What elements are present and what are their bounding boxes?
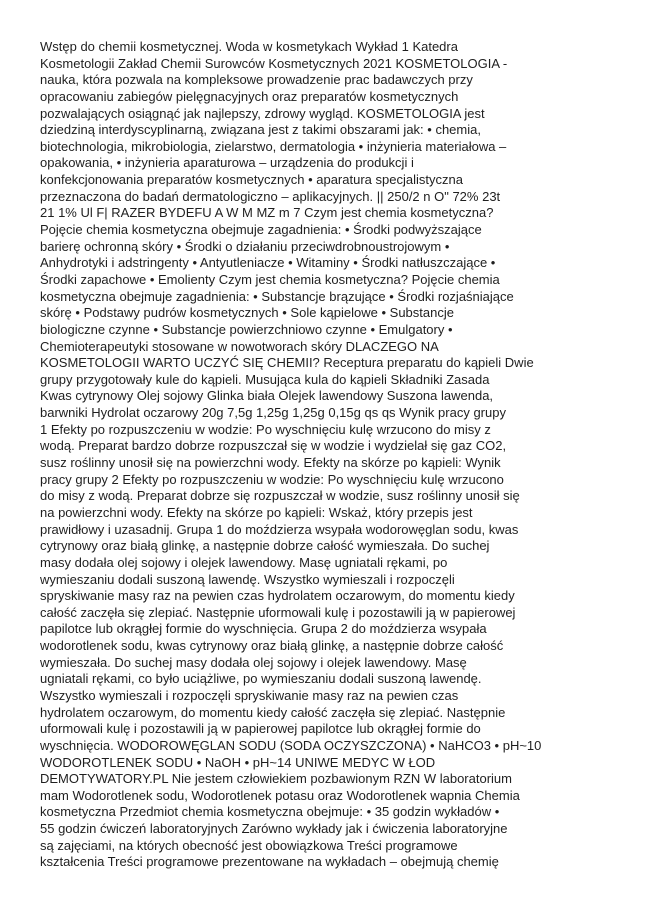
text-line: cytrynowy oraz białą glinkę, a następnie dobrze całość wymieszała. Do suchej: [40, 538, 490, 554]
text-line: są zajęciami, na których obecność jest obowiązkowa Treści programowe: [40, 837, 458, 853]
text-line: spryskiwanie masy raz na pewien czas hydrolatem oczarowym, do momentu kiedy: [40, 588, 515, 604]
text-line: wodorotlenek sodu, kwas cytrynowy oraz białą glinkę, a następnie dobrze całość: [40, 638, 504, 654]
text-line: mam Wodorotlenek sodu, Wodorotlenek potasu oraz Wodorotlenek wapnia Chemia: [40, 787, 520, 803]
text-line: wymieszała. Do suchej masy dodała olej sojowy i olejek lawendowy. Masę: [40, 654, 467, 670]
text-line: susz roślinny unosił się na powierzchni wody. Efekty na skórze po kąpieli: Wynik: [40, 455, 501, 471]
text-line: WODOROTLENEK SODU • NaOH • pH~14 UNIWE MEDYC W ŁOD: [40, 754, 436, 770]
text-line: kształcenia Treści programowe prezentowane na wykładach – obejmują chemię: [40, 854, 499, 870]
text-line: wodą. Preparat bardzo dobrze rozpuszczał się w wodzie i wydzielał się gaz CO2,: [40, 438, 507, 454]
document-text: [40, 39, 620, 871]
text-line: 1 Efekty po rozpuszczeniu w wodzie: Po wyschnięciu kulę wrzucono do misy z: [40, 421, 491, 437]
text-line: 55 godzin ćwiczeń laboratoryjnych Zarówno wykłady jak i ćwiczenia laboratoryjne: [40, 821, 508, 837]
text-line: kosmetyczna Przedmiot chemia kosmetyczna obejmuje: • 35 godzin wykładów •: [40, 804, 500, 820]
text-line: konfekcjonowania preparatów kosmetycznych • aparatura specjalistyczna: [40, 172, 463, 188]
text-line: ugniatali rękami, co było uciążliwe, po wymieszaniu dodali suszoną lawendę.: [40, 671, 482, 687]
text-line: pozwalających osiągnąć jak najlepszy, zdrowy wygląd. KOSMETOLOGIA jest: [40, 105, 485, 121]
text-line: kosmetyczna obejmuje zagadnienia: • Substancje brązujące • Środki rozjaśniające: [40, 288, 514, 304]
text-line: Chemioterapeutyki stosowane w nowotworach skóry DLACZEGO NA: [40, 338, 439, 354]
text-line: biotechnologia, mikrobiologia, zielarstwo, dermatologia • inżynieria materiałowa –: [40, 138, 507, 154]
text-line: masy dodała olej sojowy i olejek lawendowy. Masę ugniatali rękami, po: [40, 554, 448, 570]
text-line: KOSMETOLOGII WARTO UCZYĆ SIĘ CHEMII? Receptura preparatu do kąpieli Dwie: [40, 355, 534, 371]
text-line: przeznaczona do badań dermatologiczno – aplikacyjnych. || 250/2 n O" 72% 23t: [40, 188, 501, 204]
text-line: Środki zapachowe • Emolienty Czym jest chemia kosmetyczna? Pojęcie chemia: [40, 271, 500, 287]
text-line: Pojęcie chemia kosmetyczna obejmuje zagadnienia: • Środki podwyższające: [40, 222, 482, 238]
text-line: dziedziną interdyscyplinarną, związana jest z takimi obszarami jak: • chemia,: [40, 122, 481, 138]
text-line: wymieszaniu dodali suszoną lawendę. Wszystko wymieszali i rozpoczęli: [40, 571, 455, 587]
text-line: barwniki Hydrolat oczarowy 20g 7,5g 1,25g 1,25g 0,15g qs qs Wynik pracy grupy: [40, 405, 506, 421]
text-line: Wstęp do chemii kosmetycznej. Woda w kosmetykach Wykład 1 Katedra: [40, 39, 458, 54]
text-line: hydrolatem oczarowym, do momentu kiedy całość zaczęła się zlepiać. Następnie: [40, 704, 506, 720]
text-line: na powierzchni wody. Efekty na skórze po kąpieli: Wskaż, który przepis jest: [40, 504, 473, 520]
text-line: 21 1% Ul F| RAZER BYDEFU A W M MZ m 7 Czym jest chemia kosmetyczna?: [40, 205, 494, 221]
text-line: Kosmetologii Zakład Chemii Surowców Kosmetycznych 2021 KOSMETOLOGIA -: [40, 55, 508, 71]
text-line: Wszystko wymieszali i rozpoczęli spryskiwanie masy raz na pewien czas: [40, 687, 459, 703]
text-line: opracowaniu zabiegów pielęgnacyjnych oraz preparatów kosmetycznych: [40, 88, 459, 104]
text-line: opakowania, • inżynieria aparaturowa – urządzenia do produkcji i: [40, 155, 414, 171]
text-line: DEMOTYWATORY.PL Nie jestem człowiekiem pozbawionym RZN W laboratorium: [40, 771, 512, 787]
text-line: grupy przygotowały kule do kąpieli. Musująca kula do kąpieli Składniki Zasada: [40, 371, 490, 387]
text-line: uformowali kulę i pozostawili ją w papierowej papilotce lub okrągłej formie do: [40, 721, 481, 737]
text-line: biologiczne czynne • Substancje powierzchniowo czynne • Emulgatory •: [40, 321, 453, 337]
text-line: całość zaczęła się zlepiać. Następnie uformowali kulę i pozostawili ją w papierowej: [40, 604, 516, 620]
text-line: Anhydrotyki i adstringenty • Antyutleniacze • Witaminy • Środki natłuszczające •: [40, 255, 496, 271]
text-line: barierę ochronną skóry • Środki o działaniu przeciwdrobnoustrojowym •: [40, 238, 450, 254]
text-line: pracy grupy 2 Efekty po rozpuszczeniu w wodzie: Po wyschnięciu kulę wrzucono: [40, 471, 504, 487]
text-line: skórę • Podstawy pudrów kosmetycznych • Sole kąpielowe • Substancje: [40, 305, 454, 321]
text-line: nauka, która pozwala na kompleksowe prowadzenie prac badawczych przy: [40, 72, 473, 88]
text-line: Kwas cytrynowy Olej sojowy Glinka biała Olejek lawendowy Suszona lawenda,: [40, 388, 494, 404]
text-line: prawidłowy i uzasadnij. Grupa 1 do moździerza wsypała wodorowęglan sodu, kwas: [40, 521, 519, 537]
text-line: wyschnięcia. WODOROWĘGLAN SODU (SODA OCZYSZCZONA) • NaHCO3 • pH~10: [40, 737, 542, 753]
text-line: papilotce lub okrągłej formie do wyschnięcia. Grupa 2 do moździerza wsypała: [40, 621, 487, 637]
text-line: do misy z wodą. Preparat dobrze się rozpuszczał w wodzie, susz roślinny unosił się: [40, 488, 520, 504]
